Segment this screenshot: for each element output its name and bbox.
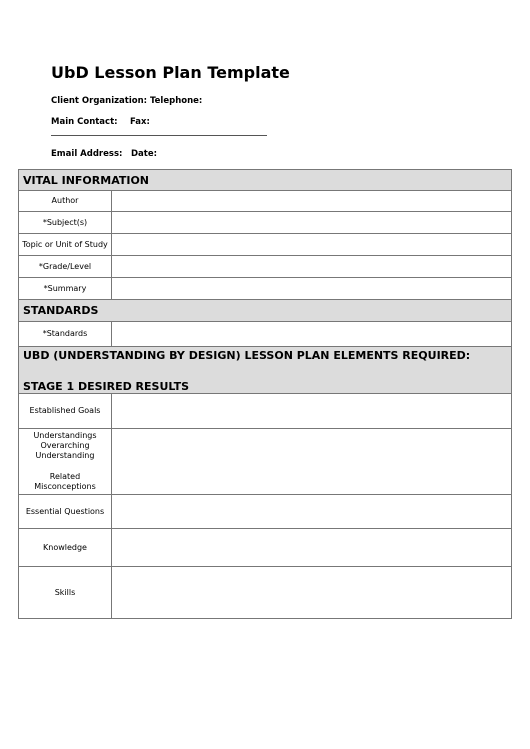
summary-field[interactable]	[112, 278, 512, 300]
skills-field[interactable]	[112, 567, 512, 619]
essential-questions-label: Essential Questions	[19, 495, 112, 529]
section-row	[19, 170, 512, 191]
lesson-plan-table	[18, 169, 512, 619]
topic-label: Topic or Unit of Study	[19, 234, 112, 256]
understandings-line-3: Understanding	[35, 451, 95, 460]
topic-field[interactable]	[112, 234, 512, 256]
essential-questions-field[interactable]	[112, 495, 512, 529]
understandings-line-2: Overarching	[40, 441, 90, 450]
ubd-elements-title: UBD (UNDERSTANDING BY DESIGN) LESSON PLAN ELEMENTS REQUIRED:	[23, 349, 471, 362]
subjects-label: *Subject(s)	[19, 212, 112, 234]
author-field[interactable]	[112, 191, 512, 212]
skills-label: Skills	[19, 567, 112, 619]
table-row	[19, 212, 512, 234]
table-row	[19, 278, 512, 300]
section-row	[19, 300, 512, 322]
table-row	[19, 529, 512, 567]
fax-label: Fax:	[130, 117, 150, 127]
table-row	[19, 322, 512, 347]
table-row	[19, 567, 512, 619]
table-row	[19, 394, 512, 429]
grade-level-field[interactable]	[112, 256, 512, 278]
section-row	[19, 347, 512, 394]
page-title: UbD Lesson Plan Template	[51, 63, 290, 82]
misconceptions-line-2: Misconceptions	[34, 482, 96, 491]
client-organization-label: Client Organization:	[51, 96, 148, 106]
table-row	[19, 256, 512, 278]
telephone-label: Telephone:	[150, 96, 203, 106]
knowledge-field[interactable]	[112, 529, 512, 567]
established-goals-label: Established Goals	[19, 394, 112, 429]
stage1-title: STAGE 1 DESIRED RESULTS	[23, 380, 189, 393]
understandings-field[interactable]	[112, 429, 512, 495]
understandings-label	[19, 429, 112, 495]
main-contact-label: Main Contact:	[51, 117, 118, 127]
knowledge-label: Knowledge	[19, 529, 112, 567]
email-address-label: Email Address:	[51, 149, 123, 159]
label-spacer	[19, 461, 111, 472]
established-goals-field[interactable]	[112, 394, 512, 429]
standards-heading: STANDARDS	[19, 300, 512, 322]
ubd-elements-heading	[19, 347, 512, 394]
standards-field[interactable]	[112, 322, 512, 347]
header-divider	[51, 135, 267, 136]
table-row	[19, 495, 512, 529]
subjects-field[interactable]	[112, 212, 512, 234]
understandings-line-1: Understandings	[33, 431, 97, 440]
table-row	[19, 234, 512, 256]
table-row	[19, 191, 512, 212]
author-label: Author	[19, 191, 112, 212]
date-label: Date:	[131, 149, 158, 159]
table-row	[19, 429, 512, 495]
grade-level-label: *Grade/Level	[19, 256, 112, 278]
misconceptions-line-1: Related	[49, 472, 81, 481]
summary-label: *Summary	[19, 278, 112, 300]
vital-information-heading: VITAL INFORMATION	[19, 170, 512, 191]
standards-label: *Standards	[19, 322, 112, 347]
